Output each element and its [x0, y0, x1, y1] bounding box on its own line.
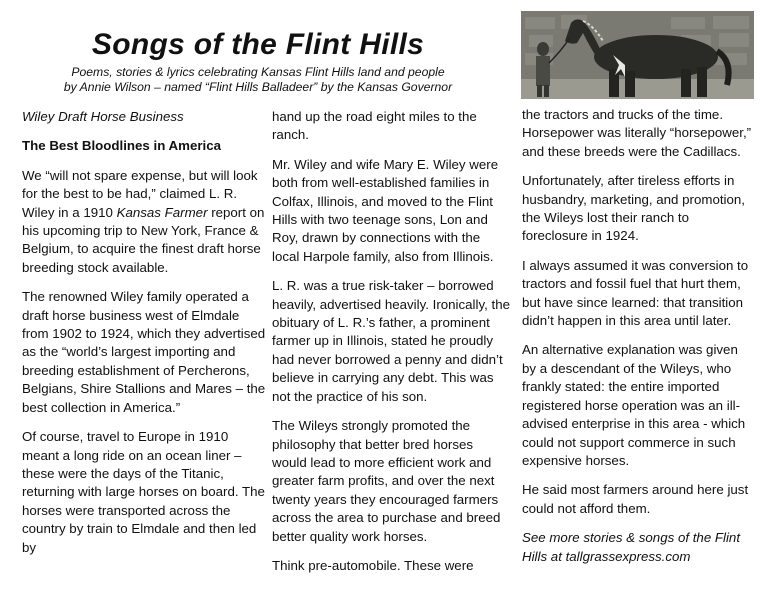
paragraph-text: report on his upcoming trip to New York, France & Belgium, to acquire the finest draft horse breeding stock available. — [22, 204, 265, 275]
article-column-1 — [22, 108, 266, 568]
draft-horse-photo — [521, 11, 754, 99]
paragraph: I always assumed it was conversion to tractors and fossil fuel that hurt them, but have since learned: that transition didn’t happen in this area until later. — [522, 257, 749, 329]
paragraph — [22, 167, 266, 277]
paragraph: He said most farmers around here just could not afford them. — [522, 482, 749, 516]
paragraph-text: We “will not spare expense, but will look for the best to be had,” claimed L. R. Wiley in a 1910 — [22, 167, 258, 220]
paragraph: Mr. Wiley and wife Mary E. Wiley were both from well-established families in Colfax, Illinois, and moved to the Flint Hills with two teenage sons, Lon and Roy, drawn by connections with the local Harpole family, also from Illinois. — [272, 156, 499, 264]
section-label: Wiley Draft Horse Business — [22, 109, 184, 124]
article-title: Songs of the Flint Hills — [91, 28, 425, 61]
article-column-2 — [272, 108, 510, 586]
horse-photo-icon — [521, 11, 754, 99]
paragraph: Think pre-automobile. These were — [272, 557, 474, 573]
paragraph: The Wileys strongly promoted the philosophy that better bred horses would lead to more efficient work and greater farm profits, and over the next twenty years they encouraged farmers across the area to purchase and breed better quality work horses. — [272, 418, 501, 544]
article-column-3 — [522, 106, 752, 577]
paragraph: Of course, travel to Europe in 1910 meant a long ride on an ocean liner – these were the days of the Titanic, returning with large horses on board. The horses were transported across the country by train to Elmdale and then led by — [22, 429, 265, 555]
publication-name: Kansas Farmer — [116, 204, 208, 220]
paragraph: Unfortunately, after tireless efforts in husbandry, marketing, and promotion, the Wileys lost their ranch to foreclosure in 1924. — [522, 173, 745, 244]
paragraph: The renowned Wiley family operated a draft horse business west of Elmdale from 1902 to 1924, which they advertised as the “world’s largest importing and breeding establishment of Percherons, Belgians, Shire Stallions and Mares – the best collection in America.” — [22, 289, 266, 415]
article-heading: The Best Bloodlines in America — [22, 138, 222, 154]
paragraph: L. R. was a true risk-taker – borrowed heavily, advertised heavily. Ironically, the obituary of L. R.’s father, a prominent farmer up in Illinois, stated he proudly had never borrowed a penny and didn’t believe in carrying any debt. This was not the practice of his son. — [272, 278, 510, 404]
article-header — [0, 28, 516, 95]
closing-note: See more stories & songs of the Flint Hills at tallgrassexpress.com — [522, 530, 741, 564]
subtitle-line-2: by Annie Wilson – named “Flint Hills Balladeer” by the Kansas Governor — [63, 80, 453, 94]
paragraph: An alternative explanation was given by a descendant of the Wileys, who frankly stated: the entire imported registered horse operation was an ill-advised enterprise in this area - which could not support commerce in such expensive horses. — [522, 342, 746, 468]
paragraph: the tractors and trucks of the time. Horsepower was literally “horsepower,” and these breeds were the Cadillacs. — [522, 107, 752, 159]
article-subtitle — [0, 65, 516, 95]
subtitle-line-1: Poems, stories & lyrics celebrating Kansas Flint Hills land and people — [71, 65, 445, 79]
paragraph: hand up the road eight miles to the ranch. — [272, 109, 477, 143]
